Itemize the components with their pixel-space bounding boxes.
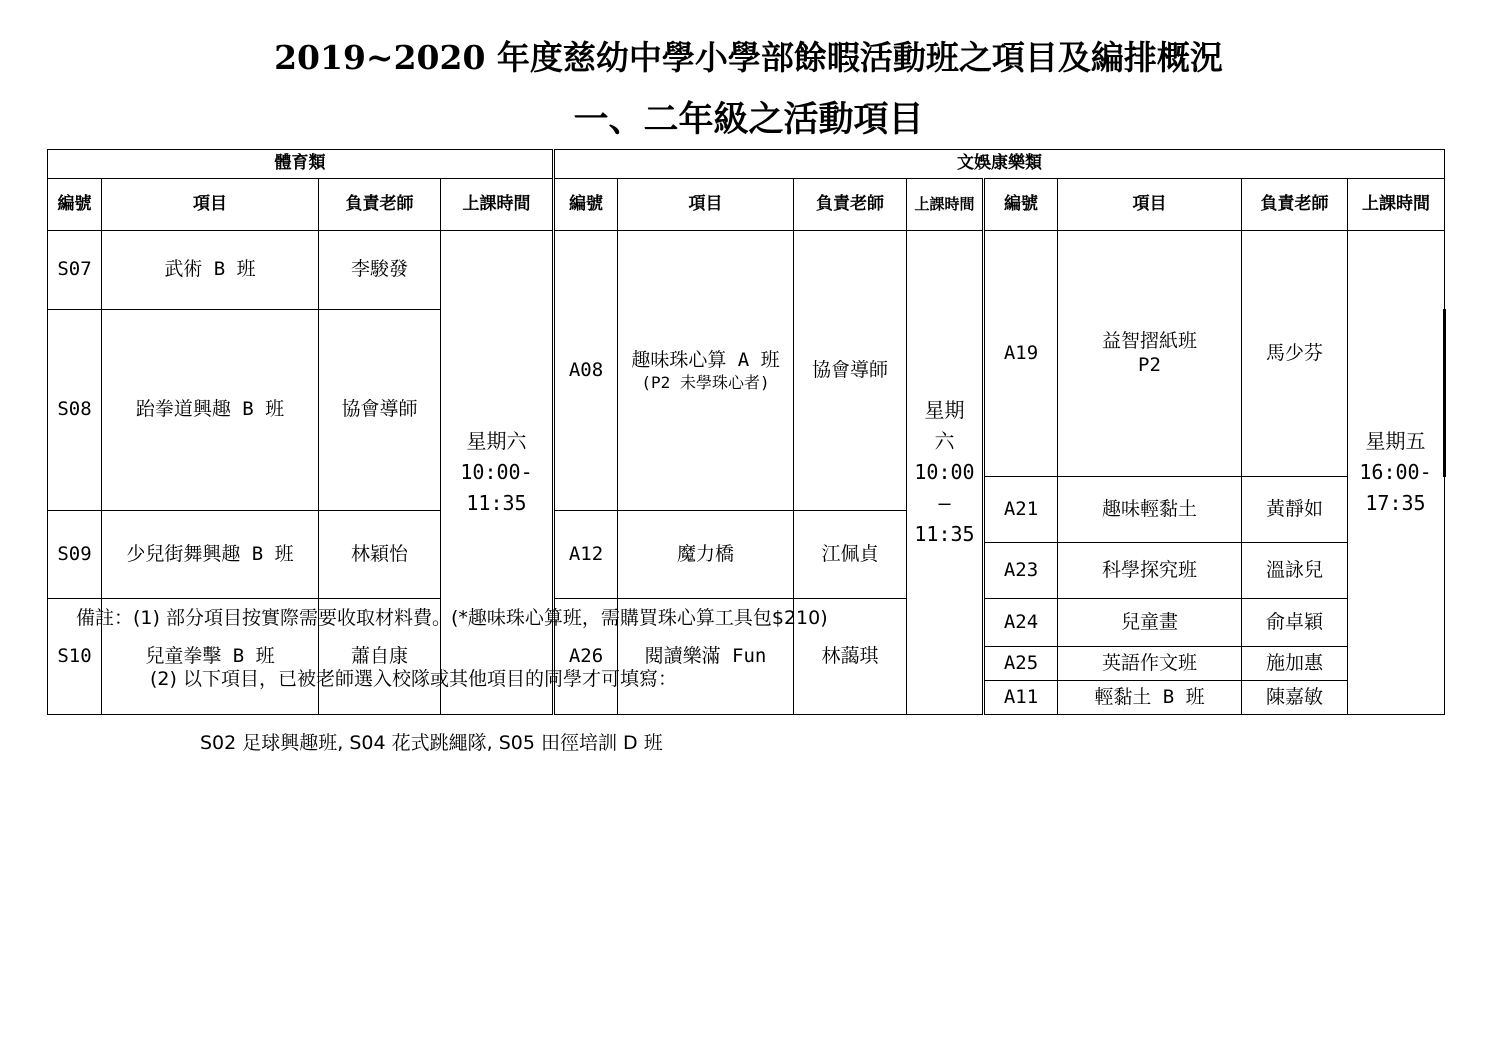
- arts-item: 閱讀樂滿 Fun: [618, 599, 794, 715]
- sports-item: 少兒街舞興趣 B 班: [102, 511, 319, 599]
- sports-item: 兒童拳擊 B 班: [102, 599, 319, 715]
- sports-code: S09: [48, 511, 102, 599]
- sports-teacher: 林穎怡: [319, 511, 441, 599]
- arts-fri-teacher: 施加惠: [1242, 647, 1348, 681]
- sports-teacher: 李駿發: [319, 231, 441, 310]
- header-teacher: 負責老師: [1242, 179, 1348, 231]
- arts-fri-time: 星期五 16:00- 17:35: [1348, 231, 1445, 715]
- sports-code: S07: [48, 231, 102, 310]
- arts-fri-item: 兒童畫: [1058, 599, 1242, 647]
- arts-teacher: 江佩貞: [794, 511, 907, 599]
- group-header-arts: 文娛康樂類: [554, 150, 1445, 179]
- arts-fri-code: A25: [984, 647, 1058, 681]
- header-teacher: 負責老師: [319, 179, 441, 231]
- arts-fri-code: A21: [984, 477, 1058, 543]
- arts-code: A08: [554, 231, 618, 511]
- header-time: 上課時間: [907, 179, 984, 231]
- sports-time: 星期六 10:00- 11:35: [441, 231, 554, 715]
- header-code: 編號: [554, 179, 618, 231]
- header-code: 編號: [984, 179, 1058, 231]
- arts-code: A12: [554, 511, 618, 599]
- arts-item-name: 趣味珠心算 A 班: [631, 348, 780, 371]
- arts-fri-code: A23: [984, 543, 1058, 599]
- group-header-sports: 體育類: [48, 150, 554, 179]
- header-item: 項目: [1058, 179, 1242, 231]
- arts-fri-item: 輕黏土 B 班: [1058, 681, 1242, 715]
- arts-item: [618, 231, 794, 511]
- arts-fri-teacher: 馬少芬: [1242, 231, 1348, 477]
- arts-teacher: 協會導師: [794, 231, 907, 511]
- arts-item: 魔力橋: [618, 511, 794, 599]
- arts-item-note: (P2 未學珠心者): [641, 372, 770, 392]
- arts-code: A26: [554, 599, 618, 715]
- sports-teacher: 蕭自康: [319, 599, 441, 715]
- arts-fri-item: 科學探究班: [1058, 543, 1242, 599]
- header-time: 上課時間: [1348, 179, 1445, 231]
- header-code: 編號: [48, 179, 102, 231]
- sports-teacher: 協會導師: [319, 310, 441, 511]
- arts-fri-code: A19: [984, 231, 1058, 477]
- header-item: 項目: [618, 179, 794, 231]
- arts-fri-item: 趣味輕黏土: [1058, 477, 1242, 543]
- header-time: 上課時間: [441, 179, 554, 231]
- arts-sat-time: 星期 六 10:00 – 11:35: [907, 231, 984, 715]
- note-1: 備註：(1) 部分項目按實際需要收取材料費。(*趣味珠心算班，需購買珠心算工具包$210): [76, 607, 828, 629]
- schedule-table: [47, 149, 1445, 715]
- header-item: 項目: [102, 179, 319, 231]
- sports-item: 跆拳道興趣 B 班: [102, 310, 319, 511]
- sports-code: S10: [48, 599, 102, 715]
- arts-fri-teacher: 黃靜如: [1242, 477, 1348, 543]
- arts-fri-item: 英語作文班: [1058, 647, 1242, 681]
- arts-fri-code: A11: [984, 681, 1058, 715]
- note-3: S02 足球興趣班, S04 花式跳繩隊, S05 田徑培訓 D 班: [200, 732, 663, 754]
- arts-teacher: 林藹琪: [794, 599, 907, 715]
- arts-fri-teacher: 俞卓穎: [1242, 599, 1348, 647]
- page-subtitle: 一、二年級之活動項目: [573, 99, 924, 140]
- arts-fri-teacher: 陳嘉敏: [1242, 681, 1348, 715]
- arts-fri-code: A24: [984, 599, 1058, 647]
- arts-fri-item: 益智摺紙班 P2: [1058, 231, 1242, 477]
- note-2: (2) 以下項目，已被老師選入校隊或其他項目的同學才可填寫：: [150, 668, 677, 690]
- arts-fri-teacher: 溫詠兒: [1242, 543, 1348, 599]
- header-teacher: 負責老師: [794, 179, 907, 231]
- page-title: 2019~2020 年度慈幼中學小學部餘暇活動班之項目及編排概況: [274, 38, 1223, 77]
- sports-code: S08: [48, 310, 102, 511]
- sports-item: 武術 B 班: [102, 231, 319, 310]
